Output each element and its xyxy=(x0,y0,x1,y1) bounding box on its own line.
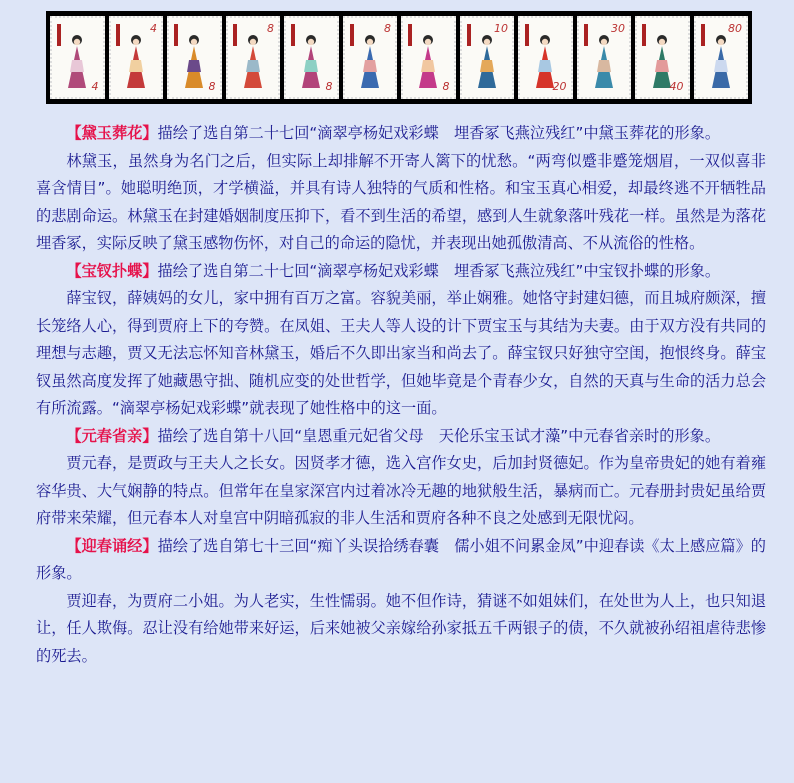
stamp xyxy=(284,16,339,99)
stamp xyxy=(226,16,281,99)
article-content xyxy=(36,120,766,670)
section-intro: 描绘了选自第二十七回“滴翠亭杨妃戏彩蝶 埋香冢飞燕泣残红”中黛玉葬花的形象。 xyxy=(157,124,721,142)
stamp xyxy=(577,16,632,99)
section-body: 贾迎春，为贾府二小姐。为人老实，生性懦弱。她不但作诗，猜谜不如姐妹们，在处世为人上，也只知退让，任人欺侮。忍让没有给她带来好运，后来她被父亲嫁给孙家抵五千两银子的债，不久就被孙绍祖虐待悲惨的死去。 xyxy=(36,591,766,665)
stamp-figure-illustration xyxy=(474,32,500,90)
stamp-figure-illustration xyxy=(298,32,324,90)
section-body: 薛宝钗，薛姨妈的女儿，家中拥有百万之富。容貌美丽，举止娴雅。她恪守封建妇德，而且城府颇深，擅长笼络人心，得到贾府上下的夸赞。在凤姐、王夫人等人设的计下贾宝玉与其结为夫妻。由于双方没有共同的理想与志趣，贾又无法忘怀知音林黛玉，婚后不久即出家当和尚去了。薛宝钗只好独守空闺，抱恨终身。薛宝钗虽然高度发挥了她藏愚守拙、随机应变的处世哲学，但她毕竟是个青春少女，自然的天真与生命的活力总会有所流露。“滴翠亭杨妃戏彩蝶”就表现了她性格中的这一面。 xyxy=(36,289,766,417)
section-title: 【元春省亲】 xyxy=(66,426,158,445)
stamp-figure-illustration xyxy=(123,32,149,90)
stamp xyxy=(518,16,573,99)
stamp-seal-mark xyxy=(174,24,178,46)
stamp-value: 8 xyxy=(267,22,274,35)
section-heading xyxy=(36,258,766,286)
stamp xyxy=(694,16,749,99)
stamp-seal-mark xyxy=(525,24,529,46)
stamp-figure-illustration xyxy=(591,32,617,90)
stamp-value: 20 xyxy=(552,80,567,93)
stamp-value: 10 xyxy=(494,22,508,35)
stamp xyxy=(460,16,515,99)
stamp-seal-mark xyxy=(57,24,61,46)
stamp-value: 8 xyxy=(384,22,391,35)
section-intro: 描绘了选自第十八回“皇恩重元妃省父母 天伦乐宝玉试才藻”中元春省亲时的形象。 xyxy=(157,426,721,445)
stamp-seal-mark xyxy=(467,24,471,46)
section-heading xyxy=(36,423,766,451)
stamp-seal-mark xyxy=(233,24,237,46)
stamp-seal-mark xyxy=(408,24,412,46)
stamp-value: 8 xyxy=(325,80,333,93)
stamp-value: 30 xyxy=(611,22,625,35)
stamp-seal-mark xyxy=(701,24,705,46)
stamp-seal-mark xyxy=(584,24,588,46)
stamp-seal-mark xyxy=(642,24,646,46)
stamp xyxy=(167,16,222,99)
stamp-figure-illustration xyxy=(357,32,383,90)
stamp-value: 80 xyxy=(728,22,742,35)
stamp-figure-illustration xyxy=(64,32,90,90)
section-body: 林黛玉，虽然身为名门之后，但实际上却排解不开寄人篱下的忧愁。“两弯似蹙非蹙笼烟眉，一双似喜非喜含情目”。她聪明绝顶，才学横溢，并具有诗人独特的气质和性格。和宝玉真心相爱，却最终逃不开牺牲品的悲剧命运。林黛玉在封建婚姻制度压抑下，看不到生活的希望，感到人生就象落叶残花一样。虽然是为落花埋香冢，实际反映了黛玉感物伤怀，对自己的命运的隐忧，并表现出她孤傲清高、不从流俗的性格。 xyxy=(36,151,766,252)
section-intro: 描绘了选自第七十三回“痴丫头误拾绣春囊 儒小姐不问累金凤”中迎春读《太上感应篇》的形象。 xyxy=(36,536,766,582)
stamp xyxy=(401,16,456,99)
section-title: 【黛玉葬花】 xyxy=(66,124,158,142)
stamp-seal-mark xyxy=(116,24,120,46)
stamp-strip xyxy=(46,11,752,104)
stamp-seal-mark xyxy=(350,24,354,46)
stamp-value: 40 xyxy=(669,80,684,93)
stamp-value: 4 xyxy=(150,22,157,35)
stamp-figure-illustration xyxy=(240,32,266,90)
section-intro: 描绘了选自第二十七回“滴翠亭杨妃戏彩蝶 埋香冢飞燕泣残红”中宝钗扑蝶的形象。 xyxy=(157,261,721,280)
stamp-figure-illustration xyxy=(181,32,207,90)
stamp-figure-illustration xyxy=(415,32,441,90)
stamp xyxy=(50,16,105,99)
stamp xyxy=(343,16,398,99)
section-heading xyxy=(36,120,766,148)
stamp-figure-illustration xyxy=(708,32,734,90)
stamp-value: 8 xyxy=(208,80,216,93)
section-title: 【宝钗扑蝶】 xyxy=(66,261,158,280)
section-title: 【迎春诵经】 xyxy=(66,536,158,555)
stamp-seal-mark xyxy=(291,24,295,46)
stamp xyxy=(109,16,164,99)
section-body: 贾元春，是贾政与王夫人之长女。因贤孝才德，选入宫作女史，后加封贤德妃。作为皇帝贵妃的她有着雍容华贵、大气娴静的特点。但常年在皇家深宫内过着冰冷无趣的地狱般生活，暴病而亡。元春册封贵妃虽给贾府带来荣耀，但元春本人对皇宫中阴暗孤寂的非人生活和贾府各种不良之处感到无限忧闷。 xyxy=(36,454,766,527)
stamp-value: 4 xyxy=(91,80,99,93)
stamp-value: 8 xyxy=(442,80,450,93)
stamp xyxy=(635,16,690,99)
section-heading xyxy=(36,533,766,588)
